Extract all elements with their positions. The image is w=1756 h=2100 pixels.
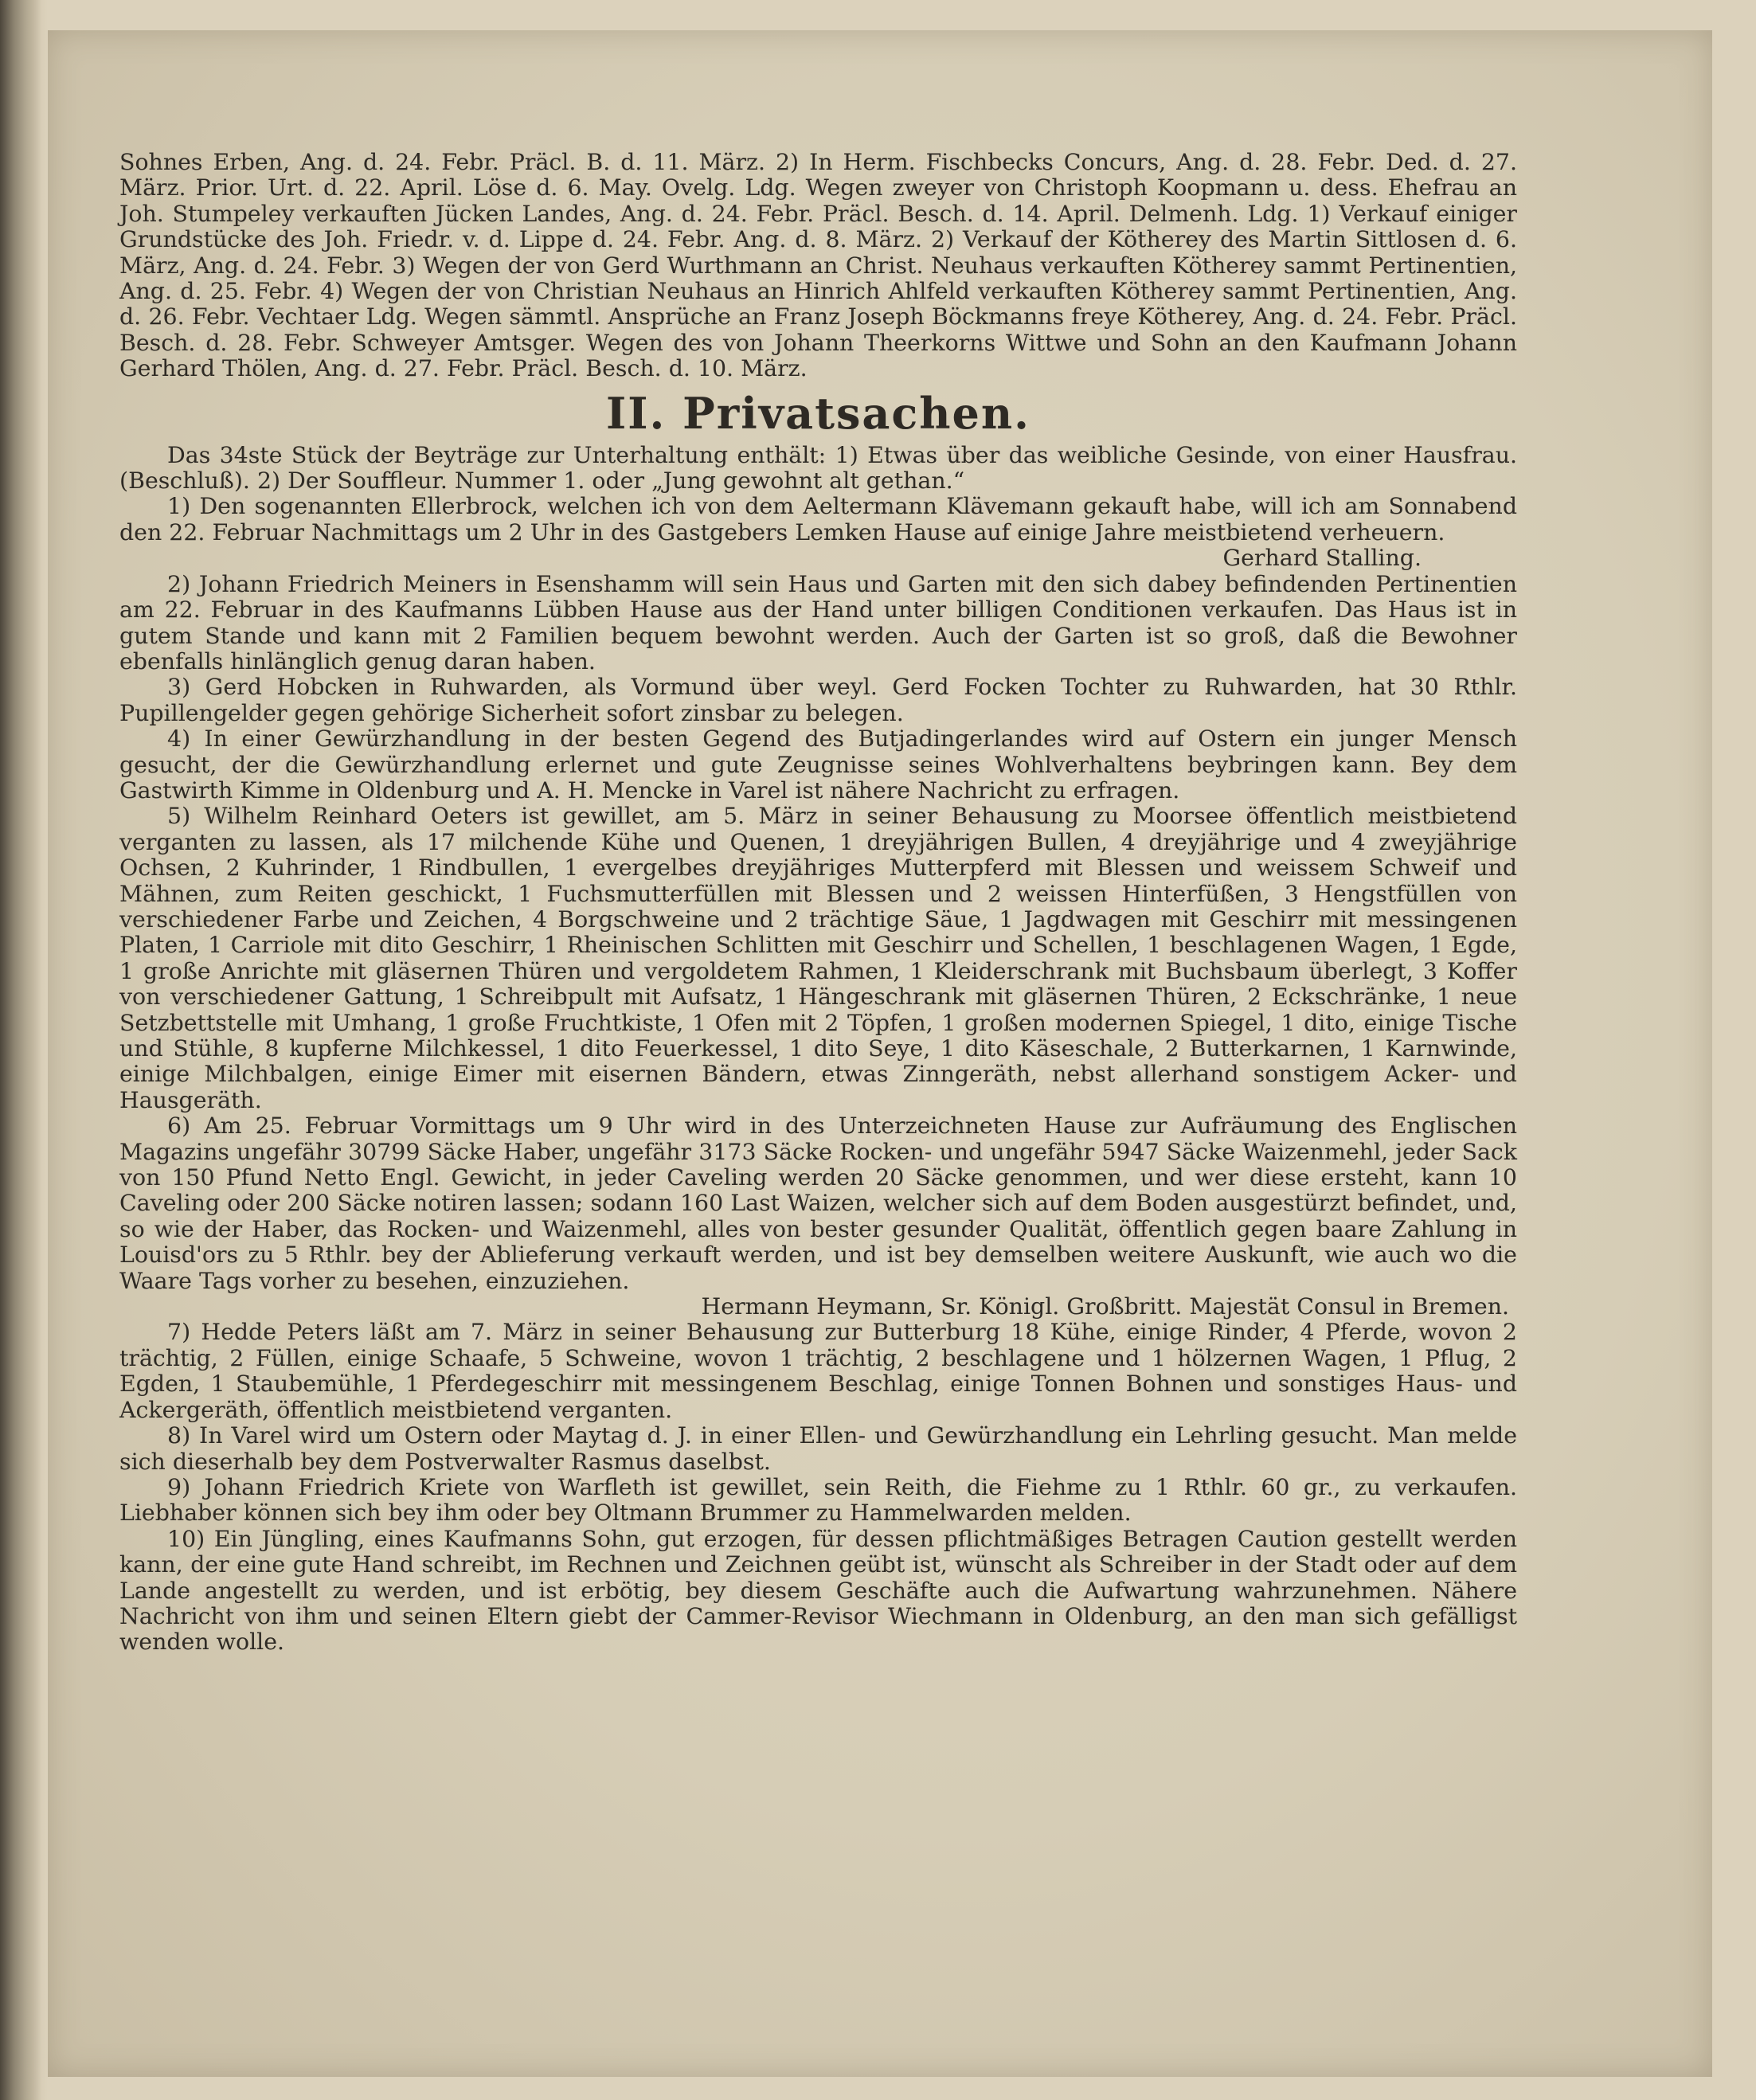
page-text	[119, 150, 1517, 1656]
notice-10: 10) Ein Jüngling, eines Kaufmanns Sohn, gut erzogen, für dessen pflichtmäßiges Betragen Caution gestellt werden kann, der eine gute Hand schreibt, im Rechnen und Zeichnen geübt ist, wünscht als Schreiber in der Stadt oder auf dem Lande angestellt zu werden, und ist erbötig, bey diesem Geschäfte auch die Aufwartung wahrzunehmen. Nähere Nachricht von ihm und seinen Eltern giebt der Cammer-Revisor Wiechmann in Oldenburg, an den man sich gefälligst wenden wolle.	[119, 1525, 1517, 1656]
notice-7: 7) Hedde Peters läßt am 7. März in seiner Behausung zur Butterburg 18 Kühe, einige Rinder, 4 Pferde, wovon 2 trächtig, 2 Füllen, einige Schaafe, 5 Schweine, wovon 1 trächtig, 2 beschlagene und 1 hölzernen Wagen, 1 Pflug, 2 Egden, 1 Staubemühle, 1 Pferdegeschirr mit messingenem Beschlag, einige Tonnen Bohnen und sonstiges Haus- und Ackergeräth, öffentlich meistbietend verganten.	[119, 1319, 1517, 1423]
notice-6: 6) Am 25. Februar Vormittags um 9 Uhr wird in des Unterzeichneten Hause zur Aufräumung des Englischen Magazins ungefähr 30799 Säcke Haber, ungefähr 3173 Säcke Rocken- und ungefähr 5947 Säcke Waizenmehl, jeder Sack von 150 Pfund Netto Engl. Gewicht, in jeder Caveling werden 20 Säcke genommen, und wer diese ersteht, kann 10 Caveling oder 200 Säcke notiren lassen; sodann 160 Last Waizen, welcher sich auf dem Boden ausgestürzt befindet, und, so wie der Haber, das Rocken- und Waizenmehl, alles von bester gesunder Qualität, öffentlich gegen baare Zahlung in Louisd'ors zu 5 Rthlr. bey der Ablieferung verkauft werden, und ist bey demselben weitere Auskunft, wie auch wo die Waare Tags vorher zu besehen, einzuziehen.	[119, 1113, 1517, 1294]
book-gutter	[0, 0, 41, 2100]
public-notices-paragraph: Sohnes Erben, Ang. d. 24. Febr. Präcl. B. d. 11. März. 2) In Herm. Fischbecks Concurs, Ang. d. 28. Febr. Ded. d. 27. März. Prior. Urt. d. 22. April. Löse d. 6. May. Ovelg. Ldg. Wegen zweyer von Christoph Koopmann u. dess. Ehefrau an Joh. Stumpeley verkauften Jücken Landes, Ang. d. 24. Febr. Präcl. Besch. d. 14. April. Delmenh. Ldg. 1) Verkauf einiger Grundstücke des Joh. Friedr. v. d. Lippe d. 24. Febr. Ang. d. 8. März. 2) Verkauf der Kötherey des Martin Sittlosen d. 6. März, Ang. d. 24. Febr. 3) Wegen der von Gerd Wurthmann an Christ. Neuhaus verkauften Kötherey sammt Pertinentien, Ang. d. 25. Febr. 4) Wegen der von Christian Neuhaus an Hinrich Ahlfeld verkauften Kötherey sammt Pertinentien, Ang. d. 26. Febr. Vechtaer Ldg. Wegen sämmtl. Ansprüche an Franz Joseph Böckmanns freye Kötherey, Ang. d. 24. Febr. Präcl. Besch. d. 28. Febr. Schweyer Amtsger. Wegen des von Johann Theerkorns Wittwe und Sohn an den Kaufmann Johann Gerhard Thölen, Ang. d. 27. Febr. Präcl. Besch. d. 10. März.	[119, 149, 1517, 382]
notice-4: 4) In einer Gewürzhandlung in der besten Gegend des Butjadingerlandes wird auf Ostern ein junger Mensch gesucht, der die Gewürzhandlung erlernet und gute Zeugnisse seines Wohlverhaltens beybringen kann. Bey dem Gastwirth Kimme in Oldenburg und A. H. Mencke in Varel ist nähere Nachricht zu erfragen.	[119, 725, 1517, 804]
notice-2: 2) Johann Friedrich Meiners in Esenshamm will sein Haus und Garten mit den sich dabey befindenden Pertinentien am 22. Februar in des Kaufmanns Lübben Hause aus der Hand unter billigen Conditionen verkaufen. Das Haus ist in gutem Stande und kann mit 2 Familien bequem bewohnt werden. Auch der Garten ist so groß, daß die Bewohner ebenfalls hinlänglich genug daran haben.	[119, 570, 1517, 675]
notice-5: 5) Wilhelm Reinhard Oeters ist gewillet, am 5. März in seiner Behausung zu Moorsee öffentlich meistbietend verganten zu lassen, als 17 milchende Kühe und Quenen, 1 dreyjährigen Bullen, 4 dreyjährige und 4 zweyjährige Ochsen, 2 Kuhrinder, 1 Rindbullen, 1 evergelbes dreyjähriges Mutterpferd mit Blessen und weissem Schweif und Mähnen, zum Reiten geschickt, 1 Fuchsmutterfüllen mit Blessen und 2 weissen Hinterfüßen, 3 Hengstfüllen von verschiedener Farbe und Zeichen, 4 Borgschweine und 2 trächtige Säue, 1 Jagdwagen mit Geschirr mit messingenen Platen, 1 Carriole mit dito Geschirr, 1 Rheinischen Schlitten mit Geschirr und Schellen, 1 beschlagenen Wagen, 1 Egde, 1 große Anrichte mit gläsernen Thüren und vergoldetem Rahmen, 1 Kleiderschrank mit Buchsbaum überlegt, 3 Koffer von verschiedener Gattung, 1 Schreibpult mit Aufsatz, 1 Hängeschrank mit gläsernen Thüren, 2 Eckschränke, 1 neue Setzbettstelle mit Umhang, 1 große Fruchtkiste, 1 Ofen mit 2 Töpfen, 1 großen modernen Spiegel, 1 dito, einige Tische und Stühle, 8 kupferne Milchkessel, 1 dito Feuerkessel, 1 dito Seye, 1 dito Käseschale, 2 Butterkarnen, 1 Karnwinde, einige Milchbalgen, einige Eimer mit eisernen Bändern, etwas Zinngeräth, nebst allerhand sonstigem Acker- und Hausgeräth.	[119, 803, 1517, 1113]
notice-1-signature: Gerhard Stalling.	[1222, 545, 1422, 572]
notice-9: 9) Johann Friedrich Kriete von Warfleth ist gewillet, sein Reith, die Fiehme zu 1 Rthlr. 60 gr., zu verkaufen. Liebhaber können sich bey ihm oder bey Oltmann Brummer zu Hammelwarden melden.	[119, 1473, 1517, 1527]
notice-3: 3) Gerd Hobcken in Ruhwarden, als Vormund über weyl. Gerd Focken Tochter zu Ruhwarden, hat 30 Rthlr. Pupillengelder gegen gehörige Sicherheit sofort zinsbar zu belegen.	[119, 674, 1517, 726]
section-heading: II. Privatsachen.	[606, 387, 1031, 439]
paper-sheet	[48, 30, 1712, 2077]
notice-intro: Das 34ste Stück der Beyträge zur Unterhaltung enthält: 1) Etwas über das weibliche Gesinde, von einer Hausfrau. (Beschluß). 2) Der Souffleur. Nummer 1. oder „Jung gewohnt alt gethan.“	[119, 441, 1517, 495]
notice-6-signature: Hermann Heymann, Sr. Königl. Großbritt. Majestät Consul in Bremen.	[701, 1293, 1509, 1320]
notice-1: 1) Den sogenannten Ellerbrock, welchen ich von dem Aeltermann Klävemann gekauft habe, will ich am Sonnabend den 22. Februar Nachmittags um 2 Uhr in des Gastgebers Lemken Hause auf einige Jahre meistbietend verheuern.	[119, 493, 1517, 546]
notice-8: 8) In Varel wird um Ostern oder Maytag d. J. in einer Ellen- und Gewürzhandlung ein Lehrling gesucht. Man melde sich dieserhalb bey dem Postverwalter Rasmus daselbst.	[119, 1422, 1517, 1475]
